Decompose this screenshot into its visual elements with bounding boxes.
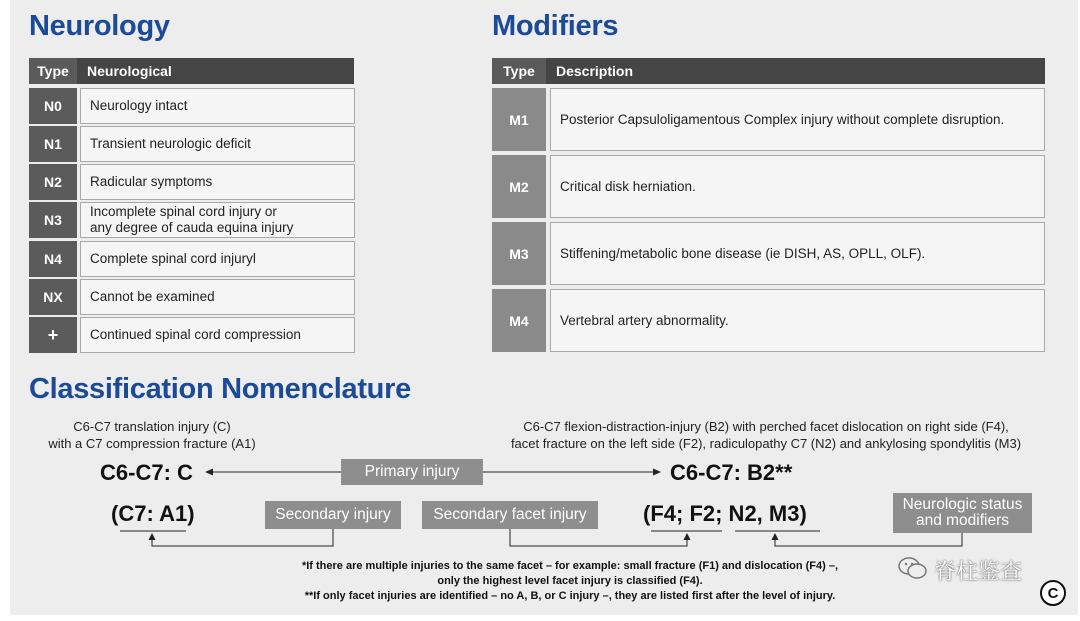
nomenclature-title: Classification Nomenclature	[29, 373, 411, 405]
type-cell: M1	[492, 88, 546, 151]
desc-cell: Transient neurologic deficit	[80, 126, 355, 162]
modifiers-title: Modifiers	[492, 10, 619, 42]
caption-line: C6-C7 flexion-distraction-injury (B2) with perched facet dislocation on right side (F4),	[523, 419, 1009, 434]
footnote-2: only the highest level facet injury is classified (F4).	[437, 575, 703, 587]
footnote-3: **If only facet injuries are identified – no A, B, or C injury –, they are listed first after the level of injury.	[304, 590, 836, 602]
desc-cell: Neurology intact	[80, 88, 355, 124]
neurology-col-type: Type	[29, 58, 77, 84]
right-subcode: (F4; F2; N2, M3)	[643, 501, 807, 526]
label-line: and modifiers	[915, 512, 1010, 529]
desc-cell: Critical disk herniation.	[550, 155, 1045, 218]
neurologic-status-label	[893, 493, 1032, 533]
modifiers-col-desc: Description	[546, 58, 1045, 84]
copyright-icon: C	[1040, 580, 1066, 606]
caption-line: with a C7 compression fracture (A1)	[48, 436, 256, 451]
secondary-injury-label: Secondary injury	[265, 501, 401, 529]
type-cell: N3	[29, 202, 77, 238]
desc-cell: Complete spinal cord injuryl	[80, 241, 355, 277]
neurology-col-desc: Neurological	[77, 58, 354, 84]
desc-cell: Vertebral artery abnormality.	[550, 289, 1045, 352]
caption-line: C6-C7 translation injury (C)	[73, 419, 231, 434]
caption-line: facet fracture on the left side (F2), radiculopathy C7 (N2) and ankylosing spondylitis (M3)	[510, 436, 1022, 451]
type-cell: M3	[492, 222, 546, 285]
desc-cell: Cannot be examined	[80, 279, 355, 315]
type-cell: M4	[492, 289, 546, 352]
neurology-title: Neurology	[29, 10, 170, 42]
type-cell: M2	[492, 155, 546, 218]
left-code: C6-C7: C	[100, 460, 193, 485]
modifiers-col-type: Type	[492, 58, 546, 84]
type-cell: N1	[29, 126, 77, 162]
right-code: C6-C7: B2**	[670, 460, 793, 485]
label-line: Neurologic status	[902, 496, 1023, 513]
left-subcode: (C7: A1)	[111, 501, 195, 526]
secondary-facet-injury-label: Secondary facet injury	[422, 501, 598, 529]
desc-line: Incomplete spinal cord injury or	[90, 204, 277, 219]
desc-cell: Stiffening/metabolic bone disease (ie DISH, AS, OPLL, OLF).	[550, 222, 1045, 285]
desc-cell: Posterior Capsuloligamentous Complex injury without complete disruption.	[550, 88, 1045, 151]
primary-injury-label: Primary injury	[341, 459, 483, 485]
watermark-text: 脊柱鉴查	[934, 559, 1023, 584]
desc-cell: Continued spinal cord compression	[80, 317, 355, 353]
type-cell: +	[29, 317, 77, 353]
desc-cell: Radicular symptoms	[80, 164, 355, 200]
type-cell: N4	[29, 241, 77, 277]
type-cell: N2	[29, 164, 77, 200]
desc-line: any degree of cauda equina injury	[90, 220, 294, 235]
wechat-icon	[897, 556, 929, 580]
type-cell: N0	[29, 88, 77, 124]
footnote-1: *If there are multiple injuries to the same facet – for example: small fracture (F1) and dislocation (F4) –,	[301, 560, 839, 572]
type-cell: NX	[29, 279, 77, 315]
